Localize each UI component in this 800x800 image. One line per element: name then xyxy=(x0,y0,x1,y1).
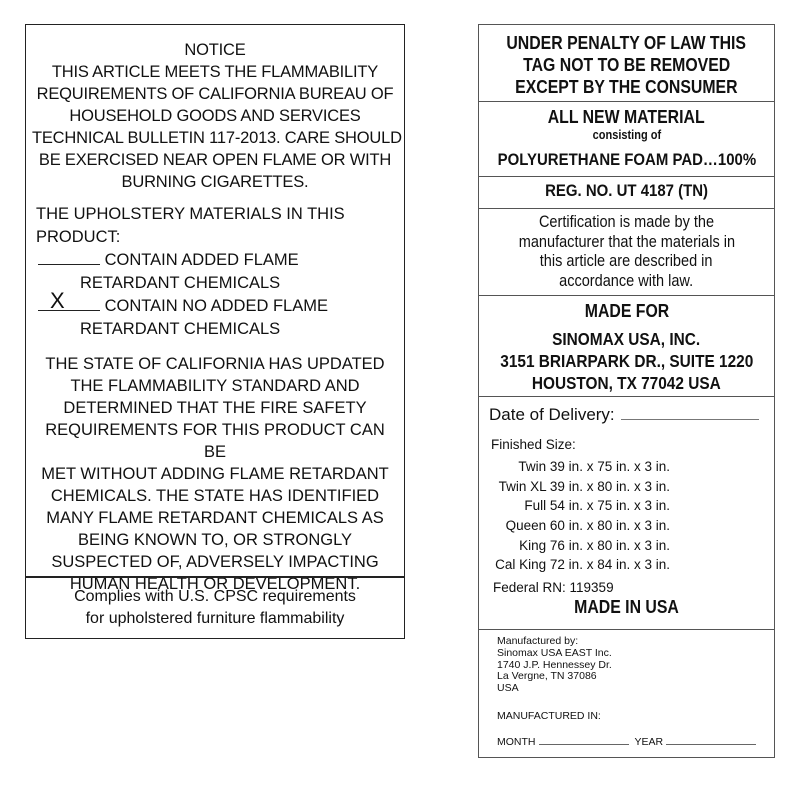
year-label: YEAR xyxy=(634,735,664,748)
made-for-heading: MADE FOR xyxy=(584,301,669,321)
penalty-line: UNDER PENALTY OF LAW THIS xyxy=(506,33,747,53)
manufacturer-section xyxy=(479,630,774,758)
state-line: HUMAN HEALTH OR DEVELOPMENT. xyxy=(69,575,361,593)
year-field[interactable] xyxy=(666,735,756,745)
notice-line: REQUIREMENTS OF CALIFORNIA BUREAU OF xyxy=(36,85,394,103)
state-statement xyxy=(32,353,398,595)
size-item: Twin 39 in. x 75 in. x 3 in. xyxy=(518,459,670,474)
made-in-usa: MADE IN USA xyxy=(574,597,679,617)
company-line: 3151 BRIARPARK DR., SUITE 1220 xyxy=(499,351,754,371)
option-label-cont: RETARDANT CHEMICALS xyxy=(80,320,281,338)
state-line: CHEMICALS. THE STATE HAS IDENTIFIED xyxy=(50,487,380,505)
month-label: MONTH xyxy=(497,735,536,748)
finished-size-label: Finished Size: xyxy=(491,437,576,452)
made-for-section xyxy=(479,296,774,397)
registration-number: REG. NO. UT 4187 (TN) xyxy=(545,181,708,200)
option-label-cont: RETARDANT CHEMICALS xyxy=(80,274,281,292)
manufacturer-line: 1740 J.P. Hennessey Dr. xyxy=(497,658,612,671)
state-line: MET WITHOUT ADDING FLAME RETARDANT xyxy=(41,465,389,483)
notice-block xyxy=(32,39,402,193)
consisting-of: consisting of xyxy=(592,128,661,142)
cpsc-compliance-footer xyxy=(26,576,404,638)
cert-line: manufacturer that the materials in xyxy=(518,232,735,251)
checkbox-blank-no-added xyxy=(38,288,100,313)
upholstery-materials-block xyxy=(32,203,398,341)
date-of-delivery xyxy=(489,405,759,425)
company-line: SINOMAX USA, INC. xyxy=(552,329,701,349)
state-line: THE FLAMMABILITY STANDARD AND xyxy=(70,377,360,395)
footer-line: Complies with U.S. CPSC requirements xyxy=(74,588,356,605)
option-label: CONTAIN NO ADDED FLAME xyxy=(104,297,328,315)
manufacturer-line: La Vergne, TN 37086 xyxy=(497,670,597,683)
company-line: HOUSTON, TX 77042 USA xyxy=(532,373,721,393)
federal-rn: Federal RN: 119359 xyxy=(493,580,614,595)
state-line: BEING KNOWN TO, OR STRONGLY xyxy=(77,531,353,549)
size-item: Cal King 72 in. x 84 in. x 3 in. xyxy=(495,557,670,573)
upholstery-intro: PRODUCT: xyxy=(36,228,121,246)
notice-line: BURNING CIGARETTES. xyxy=(121,173,309,191)
penalty-line: TAG NOT TO BE REMOVED xyxy=(522,55,731,75)
california-flammability-label xyxy=(25,24,405,639)
option-added-flame-retardant xyxy=(36,249,398,272)
all-new-material: ALL NEW MATERIAL xyxy=(548,107,705,127)
size-item: Full 54 in. x 75 in. x 3 in. xyxy=(524,498,670,514)
date-of-delivery-label: Date of Delivery: xyxy=(489,405,615,424)
manufacturer-line: Sinomax USA EAST Inc. xyxy=(497,646,612,659)
option-no-added-flame-retardant xyxy=(36,288,398,318)
option-label: CONTAIN ADDED FLAME xyxy=(104,251,299,269)
size-list xyxy=(479,457,776,575)
size-item: King 76 in. x 80 in. x 3 in. xyxy=(519,537,670,553)
material-section xyxy=(479,102,774,209)
state-line: THE STATE OF CALIFORNIA HAS UPDATED xyxy=(45,355,385,373)
notice-line: TECHNICAL BULLETIN 117-2013. CARE SHOULD xyxy=(32,129,402,147)
notice-line: THIS ARTICLE MEETS THE FLAMMABILITY xyxy=(51,63,379,81)
cert-line: this article are described in xyxy=(540,252,713,270)
manufacturer-line: Manufactured by: xyxy=(497,635,579,647)
cert-line: accordance with law. xyxy=(559,271,694,290)
state-line: SUSPECTED OF, ADVERSELY IMPACTING xyxy=(51,553,379,571)
manufacture-date-fields xyxy=(497,735,774,749)
upholstery-intro: THE UPHOLSTERY MATERIALS IN THIS xyxy=(36,205,345,223)
footer-line: for upholstered furniture flammability xyxy=(85,610,345,627)
cert-line: Certification is made by the xyxy=(538,213,715,231)
check-mark: X xyxy=(50,288,65,313)
manufacturer-line: USA xyxy=(497,682,519,695)
notice-line: BE EXERCISED NEAR OPEN FLAME OR WITH xyxy=(38,151,392,169)
size-item: Twin XL 39 in. x 80 in. x 3 in. xyxy=(498,478,670,494)
penalty-warning xyxy=(479,25,774,102)
month-field[interactable] xyxy=(539,735,629,745)
penalty-line: EXCEPT BY THE CONSUMER xyxy=(515,77,738,97)
notice-line: HOUSEHOLD GOODS AND SERVICES xyxy=(69,107,361,125)
law-tag xyxy=(478,24,775,758)
delivery-size-section xyxy=(479,397,774,630)
state-line: REQUIREMENTS FOR THIS PRODUCT CAN BE xyxy=(45,421,385,461)
certification-section xyxy=(479,209,774,296)
state-line: MANY FLAME RETARDANT CHEMICALS AS xyxy=(46,509,384,527)
checkbox-blank-added xyxy=(38,250,100,265)
date-of-delivery-field[interactable] xyxy=(621,405,759,420)
state-line: DETERMINED THAT THE FIRE SAFETY xyxy=(63,399,367,417)
material-content: POLYURETHANE FOAM PAD…100% xyxy=(497,150,756,169)
notice-line: NOTICE xyxy=(184,41,246,59)
manufactured-in-label: MANUFACTURED IN: xyxy=(497,709,601,722)
size-item: Queen 60 in. x 80 in. x 3 in. xyxy=(505,518,670,534)
